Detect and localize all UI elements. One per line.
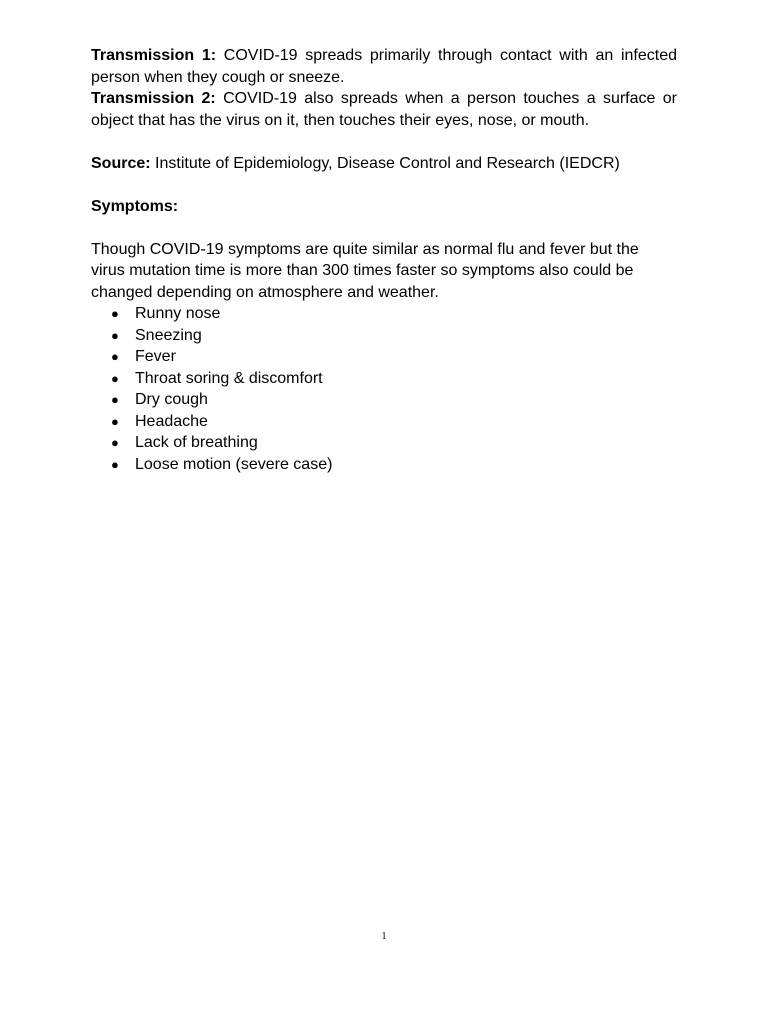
list-item-text: Loose motion (severe case)	[135, 455, 333, 473]
list-item	[91, 346, 677, 368]
symptoms-heading	[91, 196, 677, 218]
bullet-icon: ●	[111, 456, 119, 472]
bullet-icon: ●	[111, 435, 119, 450]
transmission-2-text: COVID-19 also spreads when a person touches a surface or object that has the virus on it, then touches their eyes, nose, or mouth.	[91, 90, 677, 129]
page-content	[91, 45, 677, 475]
list-item	[91, 411, 677, 433]
source-text: Institute of Epidemiology, Disease Control and Research (IEDCR)	[150, 154, 620, 172]
list-item-text: Headache	[135, 412, 208, 430]
transmission-2-label: Transmission 2:	[91, 90, 216, 107]
bullet-icon: ●	[111, 349, 119, 364]
list-item	[91, 432, 677, 454]
symptoms-heading-text: Symptoms:	[91, 197, 179, 215]
list-item-text: Runny nose	[135, 305, 221, 322]
symptoms-intro: Though COVID-19 symptoms are quite similar as normal flu and fever but the virus mutation time is more than 300 times faster so symptoms also could be changed depending on atmosphere and weather.	[91, 240, 639, 301]
list-item-text: Lack of breathing	[135, 434, 258, 451]
list-item	[91, 325, 677, 347]
list-item	[91, 454, 677, 476]
bullet-icon: ●	[111, 306, 119, 321]
list-item	[91, 368, 677, 390]
list-item	[91, 389, 677, 411]
bullet-icon: ●	[111, 413, 119, 429]
source-label: Source:	[91, 154, 151, 172]
bullet-icon: ●	[111, 392, 119, 407]
symptoms-list	[91, 303, 677, 475]
bullet-icon: ●	[111, 370, 119, 386]
bullet-icon: ●	[111, 327, 119, 343]
transmission-2-paragraph	[91, 88, 677, 131]
transmission-1-text: COVID-19 spreads primarily through contact with an infected person when they cough or sneeze.	[91, 47, 677, 86]
list-item-text: Throat soring & discomfort	[135, 369, 323, 387]
page-number: 1	[381, 931, 387, 942]
list-item	[91, 303, 677, 325]
list-item-text: Sneezing	[135, 326, 202, 344]
list-item-text: Dry cough	[135, 391, 208, 408]
transmission-1-paragraph	[91, 45, 677, 88]
list-item-text: Fever	[135, 348, 176, 365]
spacer	[91, 217, 677, 239]
spacer	[91, 131, 677, 153]
source-paragraph	[91, 153, 677, 175]
spacer	[91, 174, 677, 196]
transmission-1-label: Transmission 1:	[91, 47, 217, 64]
